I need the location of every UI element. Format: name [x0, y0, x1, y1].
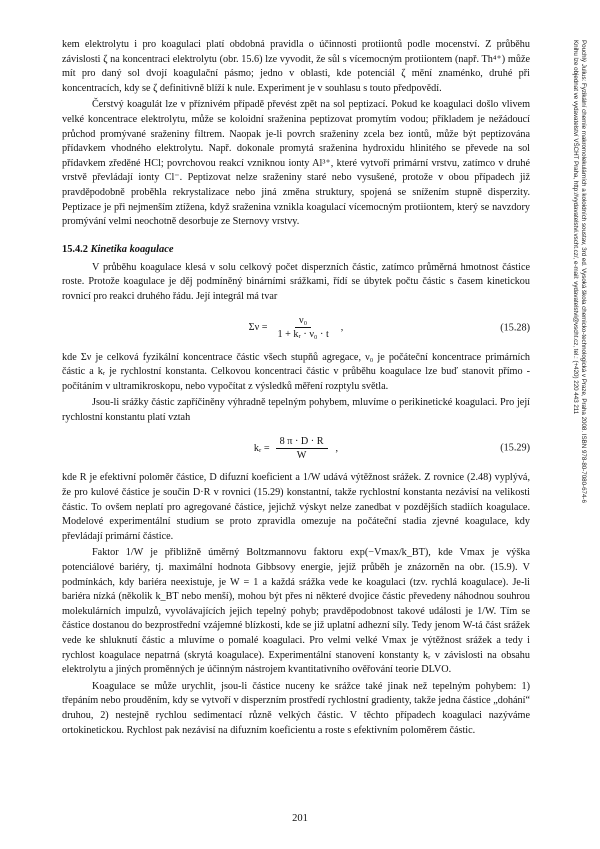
equation-fraction [276, 436, 328, 461]
page-body [62, 38, 530, 738]
side-note-line: Pouchlý Julius: Fyzikální chemie makromolekulárních a koloidních soustav, 3rd ed. Vysoká škola chemicko-technologická v Praze, Praha 2008. ISBN 978-80-7080-674-6 [580, 40, 587, 503]
equation-denominator: W [296, 449, 307, 461]
side-copyright-note [545, 40, 587, 760]
paragraph: kem elektrolytu i pro koagulaci platí obdobná pravidla o účinnosti protiiontů podle mocenství. Z průběhu závislosti ζ na koncentraci elektrolytu (obr. 15.6) lze vyvodit, že sůl s vícemocným protiiontem (např. Th⁴⁺) může mít pro daný sol dvojí koagulační pásmo; jedno v oblasti, kde potenciál ζ mění znaménko, druhé při koncentracích, kdy se ζ definitivně blíží k nule. Experiment je v souhlasu s touto předpovědí. [62, 39, 530, 94]
equation-tail: , [335, 442, 339, 454]
paragraph: Jsou-li srážky částic zapříčiněny výhradně tepelným pohybem, mluvíme o perikinetické koagulaci. Pro její rychlostní konstantu platí vztah [62, 397, 530, 423]
equation-numerator: ν₀ [295, 315, 311, 328]
equation-15-28 [62, 311, 530, 345]
paragraph: Faktor 1/W je přibližně úměrný Boltzmannovu faktoru exp(−Vmax/k_BT), kde Vmax je výška potenciálové bariéry, tj. maximální hodnota Gibbsovy energie, jejíž průběh je znázorněn na obr. (15.9). V podmínkách, kdy bariéra neexistuje, je W = 1 a každá srážka vede ke koagulaci (tzv. rychlá koagulace). Je-li bariéra nízká (několik k_BT nebo menší), mohou být přes ni některé dvojice částic převedeny náhodnou souhrou molekulárních impulzů, vyvolávajících jejich tepelný pohyb; pravděpodobnost takové události je 1/W. Tím se částice dostanou do bezprostřední vzájemné blízkosti, kde se již uplatní adhezní síly. Tedy jenom W-tá část srážek vede ke shluknutí částic a mluvíme o pomalé koagulaci. Pro velmi velké Vmax je výtěžnost srážek a tedy i rychlost koagulace nepatrná (skrytá koagulace). Experimentální stanovení konstanty kᵣ v závislosti na obsahu elektrolytu a jiných proměnných je účinným nástrojem kvantitativního ověřování teorie DLVO. [62, 547, 530, 676]
equation-numerator: 8 π · D · R [276, 436, 328, 449]
equation-fraction [273, 315, 332, 340]
paragraph: kde R je efektivní poloměr částice, D difuzní koeficient a 1/W udává výtěžnost srážek. Z rovnice (2.48) vyplývá, že pro kulové částice je součin D·R v rovnici (15.29) konstantní, takže rychlostní konstanta nezávisí na velikosti částic. To ovšem neplatí pro agregované částice, jejichž výskyt nelze zanedbat v pozdějších stadiích koagulace. Modelové experimentální studium se proto zpravidla omezuje na počáteční stadia zjevné koagulace, kdy převládají primární částice. [62, 472, 530, 542]
side-note-line: Knihu lze objednat ve vydavatelství VŠCHT Praha, http://vydavatelstvi.vscht.cz/, e-mail: vydavatelstvi@vscht.cz, tel.: (+420) 220 443 211 [571, 40, 579, 415]
section-number: 15.4.2 [62, 243, 88, 255]
equation-denominator: 1 + kᵣ · ν₀ · t [277, 329, 329, 340]
equation-lhs: kᵣ = [253, 442, 270, 454]
section-title: Kinetika koagulace [90, 243, 174, 255]
equation-15-29 [62, 431, 530, 465]
equation-number: (15.28) [500, 322, 530, 333]
equation-tail: , [340, 322, 344, 333]
section-heading [62, 244, 530, 255]
side-note-text [570, 40, 587, 760]
paragraph: kde Σν je celková fyzikální koncentrace částic všech stupňů agregace, ν₀ je počáteční koncentrace primárních částic a kᵣ je rychlostní konstanta. Celkovou koncentraci částic v průběhu koagulace lze buď stanovit přímo - počítáním v ultramikroskopu, nebo vypočítat z výsledků měření rozptylu světla. [62, 351, 530, 392]
paragraph: Čerstvý koagulát lze v příznivém případě převést zpět na sol peptizací. Pokud ke koagulaci došlo vlivem velké koncentrace elektrolytu, může se koloidní sraženina peptizovat promytím vodou; příkladem je nežádoucí průchod promývané sraženiny filtrem. Naopak je-li povrch sraženiny zcela bez iontů, může být peptizována přídavkem vhodného elektrolytu. Např. dokonale promytá sraženina hydroxidu hlinitého se převede na sol přídavkem zředěné HCl; povrchovou reakcí vzniknou ionty Al³⁺, které vytvoří primární vrstvu, zatímco v druhé vrstvě převládají ionty Cl⁻. Peptizovat nelze sraženiny staré nebo vysušené, protože v obou případech již pravděpodobně proběhla rekrystalizace nebo jiná změna struktury, spojená se snížením stupně disperzity. Peptizace je při nejmenším ztížena, když sraženina vznikla koagulací vícemocným protiiontem, který se navzdory promývání velmi neochotně desorbuje ze Sternovy vrstvy. [62, 99, 530, 228]
equation-lhs: Σν = [248, 322, 268, 333]
paragraph: Koagulace se může urychlit, jsou-li částice nuceny ke srážce také jinak než tepelným pohybem: 1) třepáním nebo prouděním, kdy se vytvoří v disperzním prostředí rychlostní gradienty, takže jedna částice „dohání“ druhou, 2) nestejně rychlou sedimentací různě velkých částic. V těchto případech koagulaci nazýváme ortokinetickou. Rychlost pak nezávisí na difuzním koeficientu a roste s efektivním poloměrem částic. [62, 680, 530, 736]
equation-number: (15.29) [500, 442, 530, 454]
page-number: 201 [292, 813, 308, 824]
paragraph: V průběhu koagulace klesá v solu celkový počet disperzních částic, zatímco průměrná hmotnost částice roste. Protože koagulace je děj podmíněný binárními srážkami, řídí se úbytek počtu částic s časem kinetickou rovnicí pro reakci druhého řádu. Její integrál má tvar [62, 261, 530, 302]
